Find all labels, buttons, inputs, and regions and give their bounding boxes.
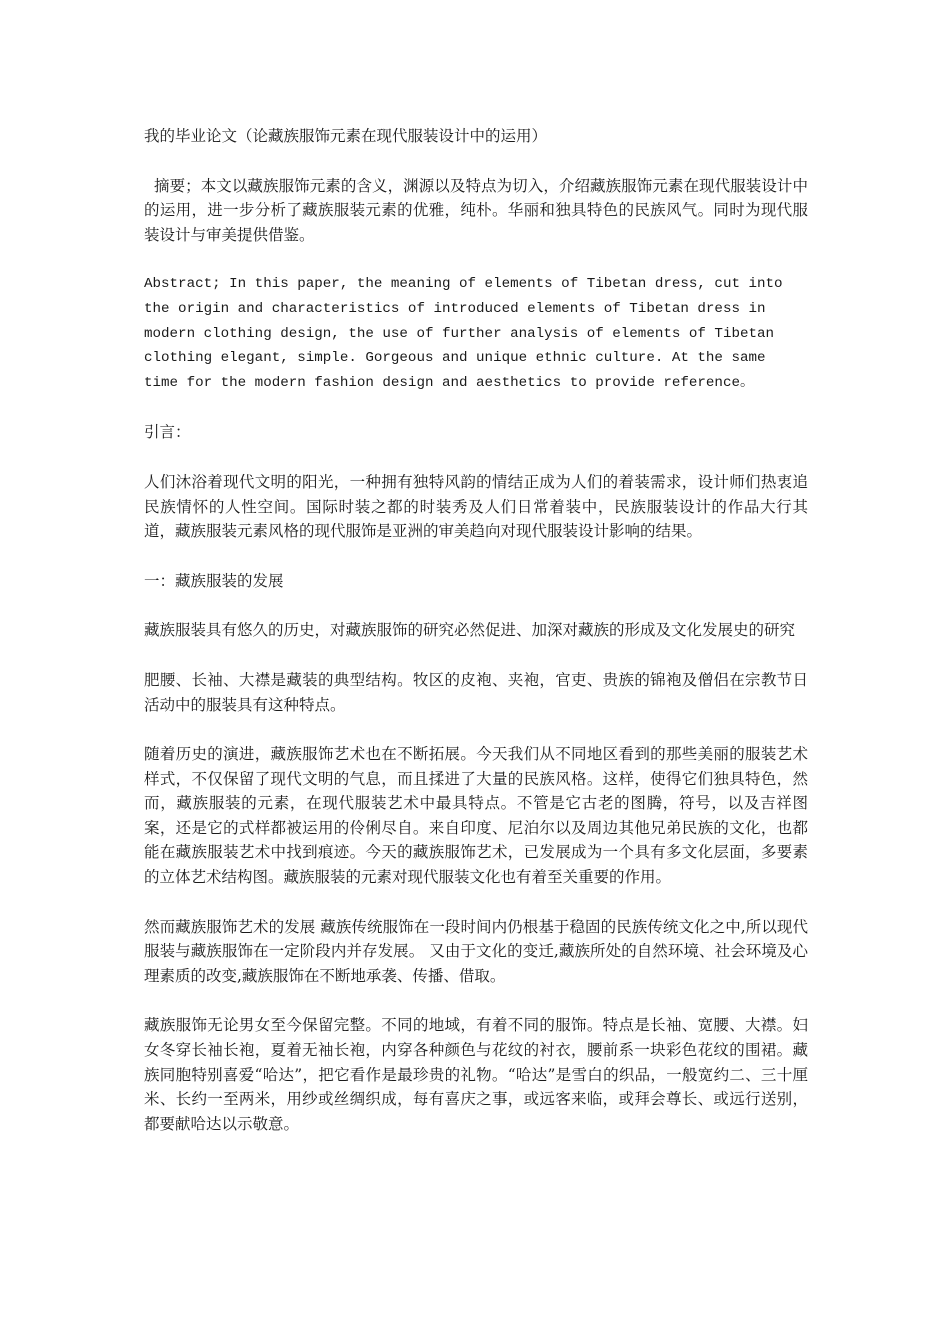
introduction-paragraph: 人们沐浴着现代文明的阳光，一种拥有独特风韵的情结正成为人们的着装需求，设计师们热衷追民族情怀的人性空间。国际时装之都的时装秀及人们日常着装中，民族服装设计的作品大行其道，藏族服装元素风格的现代服饰是亚洲的审美趋向对现代服装设计影响的结果。	[144, 472, 808, 541]
body-paragraph: 然而藏族服饰艺术的发展 藏族传统服饰在一段时间内仍根基于稳固的民族传统文化之中,所以现代服装与藏族服饰在一定阶段内并存发展。 又由于文化的变迁,藏族所处的自然环境、社会环境及心理素质的改变,藏族服饰在不断地承袭、传播、借取。	[144, 917, 808, 985]
body-paragraph: 随着历史的演进，藏族服饰艺术也在不断拓展。今天我们从不同地区看到的那些美丽的服装艺术样式，不仅保留了现代文明的气息，而且揉进了大量的民族风格。这样，使得它们独具特色，然而，藏族服装的元素，在现代服装艺术中最具特点。不管是它古老的图腾，符号，以及吉祥图案，还是它的式样都被运用的伶俐尽自。来自印度、尼泊尔以及周边其他兄弟民族的文化，也都能在藏族服装艺术中找到痕迹。今天的藏族服饰艺术，已发展成为一个具有多文化层面，多要素的立体艺术结构图。藏族服装的元素对现代服装文化也有着至关重要的作用。	[144, 745, 808, 887]
section-heading-development: 一：藏族服装的发展	[144, 571, 284, 590]
introduction-heading: 引言：	[144, 423, 191, 442]
document-title: 我的毕业论文（论藏族服饰元素在现代服装设计中的运用）	[144, 127, 548, 145]
document-page	[144, 124, 808, 1161]
body-paragraph: 肥腰、长袖、大襟是藏装的典型结构。牧区的皮袍、夹袍，官吏、贵族的锦袍及僧侣在宗教节日活动中的服装具有这种特点。	[144, 670, 808, 714]
body-paragraph: 藏族服饰无论男女至今保留完整。不同的地域，有着不同的服饰。特点是长袖、宽腰、大襟。妇女冬穿长袖长袍，夏着无袖长袍，内穿各种颜色与花纹的衬衣，腰前系一块彩色花纹的围裙。藏族同胞特别喜爱“哈达”，把它看作是最珍贵的礼物。“哈达”是雪白的织品，一般宽约二、三十厘米、长约一至两米，用纱或丝绸织成，每有喜庆之事，或远客来临，或拜会尊长、或远行送别，都要献哈达以示敬意。	[144, 1016, 808, 1133]
body-paragraph: 藏族服装具有悠久的历史，对藏族服饰的研究必然促进、加深对藏族的形成及文化发展史的研究	[144, 621, 796, 640]
abstract-chinese: 摘要；本文以藏族服饰元素的含义，渊源以及特点为切入，介绍藏族服饰元素在现代服装设计中的运用，进一步分析了藏族服装元素的优雅，纯朴。华丽和独具特色的民族风气。同时为现代服装设计与审美提供借鉴。	[144, 176, 808, 244]
abstract-english: Abstract; In this paper, the meaning of elements of Tibetan dress, cut into the origin and characteristics of introduced elements of Tibetan dress in modern clothing design, the use of further analysis of elements of Tibetan clothing elegant, simple. Gorgeous and unique ethnic culture. At the same time for the modern fashion design and aesthetics to provide reference。	[144, 276, 783, 391]
